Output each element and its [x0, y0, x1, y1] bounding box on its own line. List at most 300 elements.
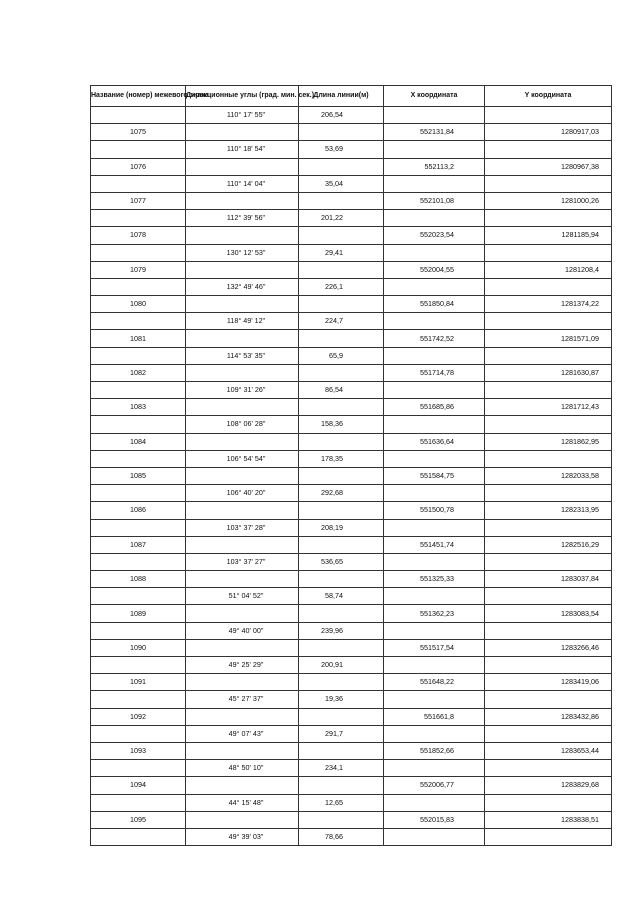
point-name [91, 605, 186, 622]
direction-angle-text: 112° 39' 56" [226, 213, 266, 223]
direction-angle [186, 175, 299, 192]
empty-length [299, 433, 384, 450]
x-coordinate [384, 330, 485, 347]
empty-x [384, 210, 485, 227]
empty-angle [186, 467, 299, 484]
x-coordinate-text: 551584,75 [420, 471, 454, 481]
table-row [91, 553, 612, 570]
point-name [91, 571, 186, 588]
table-row [91, 296, 612, 313]
y-coordinate-text: 1281862,95 [561, 436, 599, 446]
empty-y [485, 691, 612, 708]
x-coordinate-text: 552006,77 [420, 780, 454, 790]
point-name [91, 742, 186, 759]
point-name-text: 1095 [130, 814, 146, 824]
table-row [91, 828, 612, 845]
direction-angle-text: 49° 25' 29" [228, 660, 264, 670]
empty-length [299, 296, 384, 313]
empty-name [91, 725, 186, 742]
empty-name [91, 760, 186, 777]
header-y: Y координата [485, 86, 612, 107]
point-name-text: 1094 [130, 780, 146, 790]
table-row [91, 605, 612, 622]
y-coordinate [485, 192, 612, 209]
direction-angle-text: 44° 15' 48" [228, 797, 264, 807]
x-coordinate [384, 536, 485, 553]
table-row [91, 330, 612, 347]
point-name [91, 364, 186, 381]
y-coordinate [485, 605, 612, 622]
x-coordinate-text: 552015,83 [420, 814, 454, 824]
y-coordinate-text: 1281208,4 [565, 264, 599, 274]
y-coordinate [485, 158, 612, 175]
empty-y [485, 210, 612, 227]
y-coordinate-text: 1282313,95 [561, 505, 599, 515]
x-coordinate-text: 551685,86 [420, 402, 454, 412]
y-coordinate [485, 296, 612, 313]
x-coordinate [384, 674, 485, 691]
y-coordinate-text: 1281630,87 [561, 367, 599, 377]
empty-y [485, 347, 612, 364]
x-coordinate-text: 552023,54 [420, 230, 454, 240]
line-length-text: 178,35 [321, 453, 343, 463]
point-name [91, 124, 186, 141]
empty-x [384, 107, 485, 124]
x-coordinate [384, 777, 485, 794]
empty-y [485, 313, 612, 330]
empty-angle [186, 571, 299, 588]
line-length [299, 107, 384, 124]
direction-angle-text: 103° 37' 28" [226, 522, 266, 532]
empty-x [384, 175, 485, 192]
empty-angle [186, 639, 299, 656]
point-name [91, 227, 186, 244]
empty-length [299, 811, 384, 828]
line-length-text: 12,65 [325, 797, 343, 807]
point-name-text: 1084 [130, 436, 146, 446]
direction-angle [186, 347, 299, 364]
direction-angle-text: 49° 39' 03" [228, 831, 264, 841]
x-coordinate-text: 551648,22 [420, 677, 454, 687]
y-coordinate [485, 536, 612, 553]
empty-angle [186, 605, 299, 622]
line-length-text: 158,36 [321, 419, 343, 429]
empty-name [91, 278, 186, 295]
empty-x [384, 760, 485, 777]
point-name-text: 1076 [130, 161, 146, 171]
empty-length [299, 399, 384, 416]
line-length-text: 65,9 [329, 350, 343, 360]
direction-angle [186, 244, 299, 261]
empty-length [299, 124, 384, 141]
y-coordinate [485, 502, 612, 519]
point-name-text: 1075 [130, 127, 146, 137]
direction-angle [186, 553, 299, 570]
table-row [91, 399, 612, 416]
x-coordinate [384, 467, 485, 484]
empty-y [485, 828, 612, 845]
point-name-text: 1091 [130, 677, 146, 687]
empty-angle [186, 674, 299, 691]
empty-name [91, 141, 186, 158]
direction-angle [186, 450, 299, 467]
table-row [91, 158, 612, 175]
direction-angle [186, 485, 299, 502]
line-length-text: 226,1 [325, 281, 343, 291]
point-name [91, 708, 186, 725]
empty-x [384, 416, 485, 433]
empty-length [299, 158, 384, 175]
y-coordinate-text: 1282516,29 [561, 539, 599, 549]
empty-x [384, 485, 485, 502]
empty-angle [186, 330, 299, 347]
table-row [91, 364, 612, 381]
table-row [91, 227, 612, 244]
table-row [91, 450, 612, 467]
table-row [91, 639, 612, 656]
empty-length [299, 571, 384, 588]
point-name-text: 1079 [130, 264, 146, 274]
line-length [299, 244, 384, 261]
x-coordinate-text: 551852,66 [420, 746, 454, 756]
empty-name [91, 313, 186, 330]
empty-x [384, 313, 485, 330]
point-name-text: 1078 [130, 230, 146, 240]
line-length-text: 78,66 [325, 831, 343, 841]
point-name [91, 261, 186, 278]
direction-angle-text: 132° 49' 46" [226, 281, 266, 291]
line-length [299, 691, 384, 708]
empty-angle [186, 536, 299, 553]
empty-length [299, 708, 384, 725]
point-name [91, 399, 186, 416]
empty-x [384, 588, 485, 605]
y-coordinate-text: 1283083,54 [561, 608, 599, 618]
empty-name [91, 107, 186, 124]
empty-angle [186, 399, 299, 416]
point-name-text: 1077 [130, 196, 146, 206]
empty-y [485, 760, 612, 777]
direction-angle-text: 49° 40' 00" [228, 625, 264, 635]
point-name [91, 811, 186, 828]
empty-name [91, 175, 186, 192]
table-row [91, 382, 612, 399]
direction-angle [186, 382, 299, 399]
empty-x [384, 553, 485, 570]
direction-angle [186, 141, 299, 158]
line-length-text: 206,54 [321, 110, 343, 120]
point-name-text: 1082 [130, 367, 146, 377]
empty-length [299, 261, 384, 278]
empty-angle [186, 158, 299, 175]
empty-y [485, 725, 612, 742]
table-row [91, 502, 612, 519]
header-length: Длина линии(м) [299, 86, 384, 107]
empty-x [384, 347, 485, 364]
x-coordinate-text: 552113,2 [424, 161, 454, 171]
table-row [91, 192, 612, 209]
y-coordinate-text: 1281374,22 [561, 299, 599, 309]
point-name [91, 639, 186, 656]
line-length-text: 292,68 [321, 488, 343, 498]
table-row [91, 210, 612, 227]
y-coordinate [485, 399, 612, 416]
point-name-text: 1090 [130, 642, 146, 652]
table-row [91, 725, 612, 742]
empty-name [91, 691, 186, 708]
line-length-text: 58,74 [325, 591, 343, 601]
y-coordinate [485, 639, 612, 656]
empty-name [91, 588, 186, 605]
empty-length [299, 742, 384, 759]
direction-angle [186, 622, 299, 639]
empty-x [384, 382, 485, 399]
table-row [91, 467, 612, 484]
empty-name [91, 657, 186, 674]
empty-x [384, 244, 485, 261]
y-coordinate-text: 1281185,94 [561, 230, 599, 240]
x-coordinate [384, 811, 485, 828]
y-coordinate [485, 124, 612, 141]
empty-y [485, 622, 612, 639]
empty-length [299, 536, 384, 553]
x-coordinate [384, 158, 485, 175]
table-row [91, 760, 612, 777]
table-row [91, 708, 612, 725]
empty-length [299, 639, 384, 656]
direction-angle-text: 130° 12' 53" [226, 247, 266, 257]
y-coordinate [485, 330, 612, 347]
table-row [91, 571, 612, 588]
line-length-text: 239,96 [321, 625, 343, 635]
y-coordinate-text: 1283653,44 [561, 746, 599, 756]
line-length [299, 553, 384, 570]
point-name [91, 192, 186, 209]
empty-length [299, 502, 384, 519]
empty-x [384, 691, 485, 708]
empty-x [384, 657, 485, 674]
y-coordinate [485, 811, 612, 828]
point-name-text: 1086 [130, 505, 146, 515]
boundary-coordinates-table [90, 85, 612, 846]
table-row [91, 124, 612, 141]
y-coordinate-text: 1280917,03 [561, 127, 599, 137]
direction-angle [186, 416, 299, 433]
empty-angle [186, 364, 299, 381]
empty-name [91, 416, 186, 433]
empty-name [91, 622, 186, 639]
x-coordinate-text: 551500,78 [420, 505, 454, 515]
point-name [91, 433, 186, 450]
point-name-text: 1093 [130, 746, 146, 756]
y-coordinate-text: 1283432,86 [561, 711, 599, 721]
line-length-text: 35,04 [325, 178, 343, 188]
y-coordinate-text: 1283838,51 [561, 814, 599, 824]
direction-angle [186, 794, 299, 811]
line-length [299, 725, 384, 742]
x-coordinate-text: 551325,33 [420, 574, 454, 584]
empty-length [299, 605, 384, 622]
table-row [91, 485, 612, 502]
empty-angle [186, 502, 299, 519]
point-name-text: 1085 [130, 471, 146, 481]
direction-angle [186, 725, 299, 742]
line-length-text: 200,91 [321, 660, 343, 670]
point-name [91, 467, 186, 484]
y-coordinate-text: 1280967,38 [561, 161, 599, 171]
direction-angle [186, 828, 299, 845]
x-coordinate [384, 502, 485, 519]
direction-angle [186, 760, 299, 777]
direction-angle-text: 110° 14' 04" [226, 178, 266, 188]
empty-angle [186, 192, 299, 209]
y-coordinate-text: 1281000,26 [561, 196, 599, 206]
direction-angle-text: 106° 54' 54" [226, 453, 266, 463]
table-row [91, 278, 612, 295]
table-row [91, 622, 612, 639]
table-row [91, 811, 612, 828]
y-coordinate [485, 433, 612, 450]
x-coordinate-text: 551850,84 [420, 299, 454, 309]
y-coordinate-text: 1283266,46 [561, 642, 599, 652]
y-coordinate-text: 1282033,58 [561, 471, 599, 481]
direction-angle-text: 45° 27' 37" [228, 694, 264, 704]
y-coordinate-text: 1283419,06 [561, 677, 599, 687]
empty-y [485, 141, 612, 158]
table-row [91, 588, 612, 605]
y-coordinate [485, 364, 612, 381]
line-length-text: 224,7 [325, 316, 343, 326]
point-name [91, 777, 186, 794]
direction-angle-text: 108° 06' 28" [226, 419, 266, 429]
direction-angle-text: 49° 07' 43" [228, 728, 264, 738]
y-coordinate-text: 1283829,68 [561, 780, 599, 790]
point-name [91, 158, 186, 175]
empty-y [485, 278, 612, 295]
empty-y [485, 416, 612, 433]
y-coordinate [485, 742, 612, 759]
y-coordinate [485, 708, 612, 725]
x-coordinate-text: 551636,64 [420, 436, 454, 446]
x-coordinate [384, 261, 485, 278]
table-row [91, 261, 612, 278]
empty-x [384, 450, 485, 467]
header-name: Название (номер) межевого знака [91, 86, 186, 107]
empty-y [485, 175, 612, 192]
line-length [299, 760, 384, 777]
empty-angle [186, 124, 299, 141]
line-length-text: 291,7 [325, 728, 343, 738]
x-coordinate [384, 571, 485, 588]
empty-name [91, 382, 186, 399]
empty-y [485, 107, 612, 124]
table-row [91, 794, 612, 811]
direction-angle [186, 313, 299, 330]
line-length [299, 175, 384, 192]
table-row [91, 347, 612, 364]
empty-x [384, 622, 485, 639]
line-length [299, 622, 384, 639]
line-length [299, 828, 384, 845]
point-name-text: 1089 [130, 608, 146, 618]
empty-y [485, 588, 612, 605]
x-coordinate [384, 227, 485, 244]
table-row [91, 175, 612, 192]
empty-x [384, 725, 485, 742]
direction-angle-text: 48° 50' 10" [228, 763, 264, 773]
table-row [91, 107, 612, 124]
direction-angle [186, 519, 299, 536]
empty-length [299, 192, 384, 209]
empty-name [91, 450, 186, 467]
x-coordinate [384, 433, 485, 450]
direction-angle-text: 51° 04' 52" [228, 591, 264, 601]
line-length-text: 536,65 [321, 556, 343, 566]
empty-length [299, 674, 384, 691]
empty-y [485, 485, 612, 502]
table-row [91, 536, 612, 553]
direction-angle [186, 691, 299, 708]
line-length [299, 657, 384, 674]
empty-angle [186, 777, 299, 794]
point-name [91, 674, 186, 691]
table-row [91, 433, 612, 450]
direction-angle-text: 114° 53' 35" [226, 350, 266, 360]
table-row [91, 141, 612, 158]
x-coordinate-text: 551714,78 [420, 367, 454, 377]
empty-name [91, 244, 186, 261]
empty-angle [186, 433, 299, 450]
empty-y [485, 794, 612, 811]
y-coordinate-text: 1281712,43 [561, 402, 599, 412]
y-coordinate-text: 1283037,84 [561, 574, 599, 584]
direction-angle-text: 106° 40' 20" [226, 488, 266, 498]
empty-x [384, 519, 485, 536]
x-coordinate-text: 552101,08 [420, 196, 454, 206]
direction-angle [186, 107, 299, 124]
x-coordinate [384, 708, 485, 725]
empty-y [485, 553, 612, 570]
table-row [91, 657, 612, 674]
line-length [299, 210, 384, 227]
point-name-text: 1087 [130, 539, 146, 549]
line-length-text: 208,19 [321, 522, 343, 532]
empty-angle [186, 227, 299, 244]
empty-angle [186, 296, 299, 313]
point-name-text: 1083 [130, 402, 146, 412]
x-coordinate-text: 551661,8 [424, 711, 454, 721]
table-row [91, 416, 612, 433]
table-row [91, 742, 612, 759]
empty-angle [186, 742, 299, 759]
point-name [91, 536, 186, 553]
header-x: X координата [384, 86, 485, 107]
line-length [299, 382, 384, 399]
empty-angle [186, 708, 299, 725]
table-row [91, 519, 612, 536]
empty-x [384, 828, 485, 845]
line-length-text: 19,36 [325, 694, 343, 704]
line-length-text: 53,69 [325, 144, 343, 154]
x-coordinate-text: 551742,52 [420, 333, 454, 343]
empty-length [299, 227, 384, 244]
boundary-table-sheet [90, 85, 611, 846]
empty-x [384, 141, 485, 158]
y-coordinate [485, 261, 612, 278]
direction-angle [186, 588, 299, 605]
line-length [299, 347, 384, 364]
table-body [91, 107, 612, 846]
